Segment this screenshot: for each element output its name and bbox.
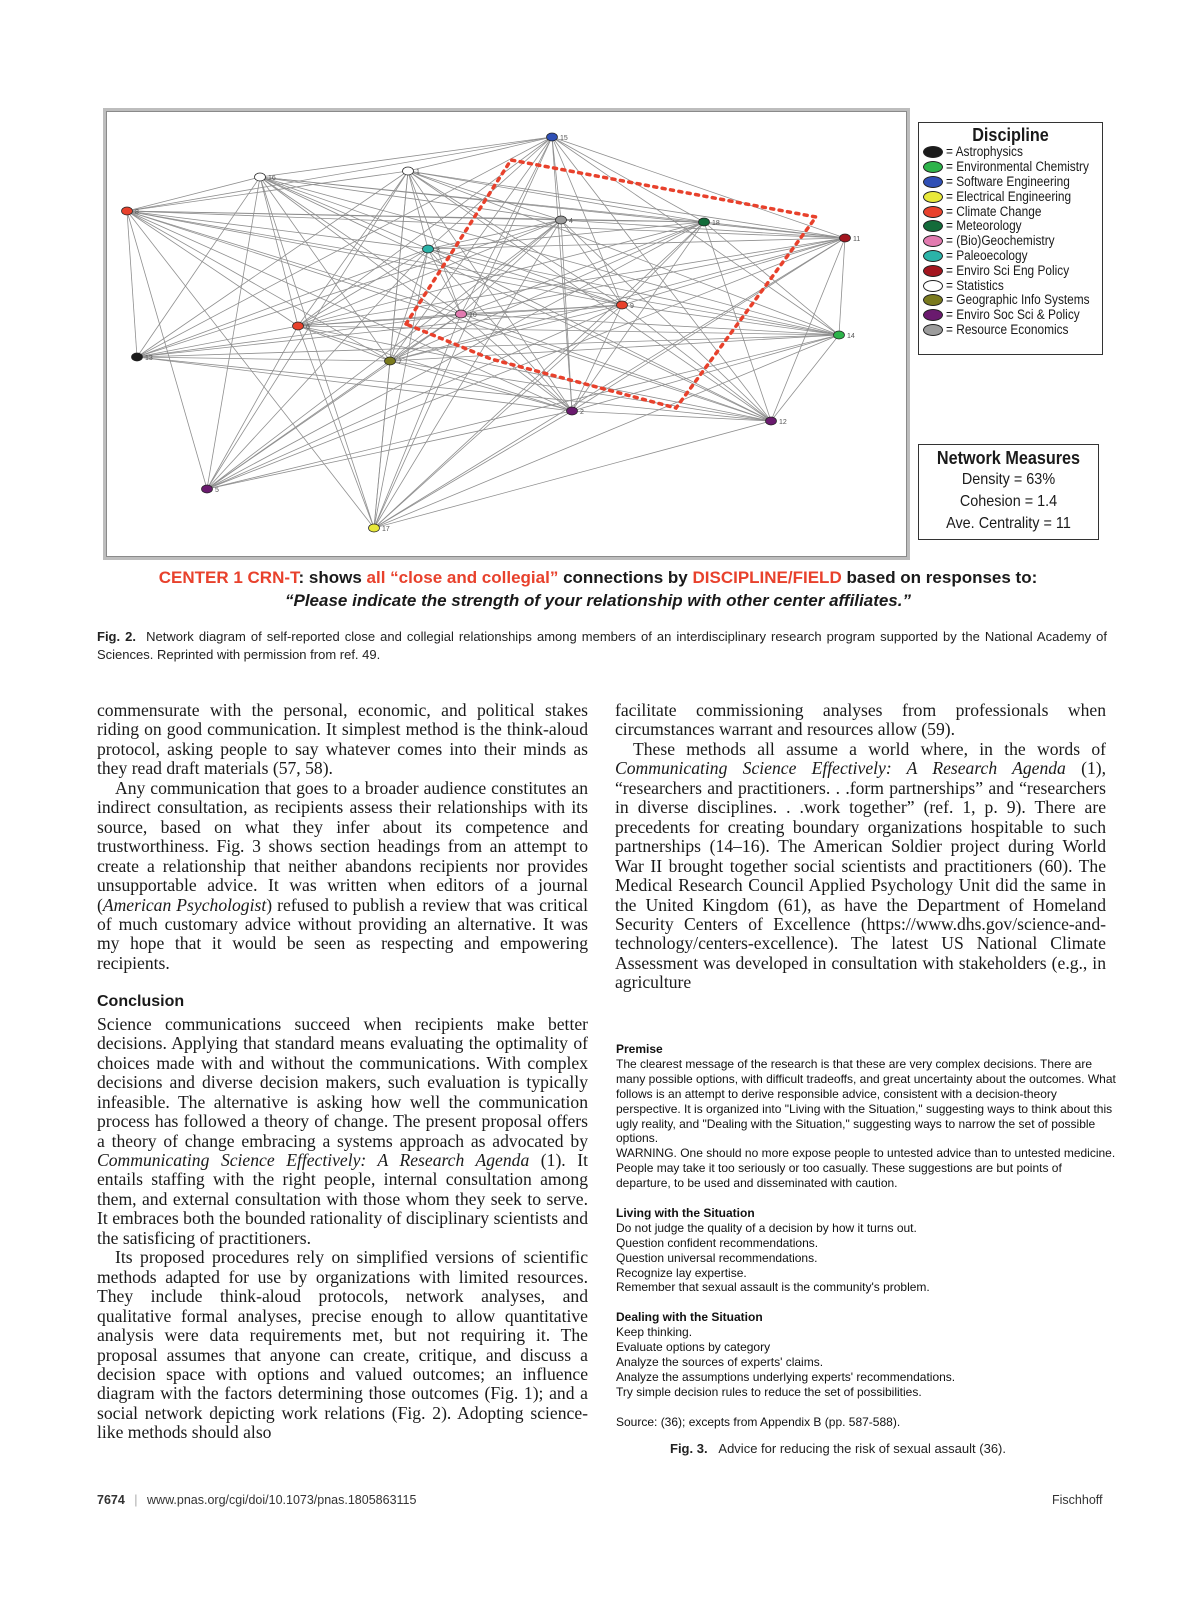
network-edge <box>561 220 771 421</box>
network-edge <box>461 220 561 314</box>
network-edge <box>298 171 408 326</box>
premise-title: Premise <box>616 1042 663 1056</box>
network-node-label: 15 <box>560 135 568 142</box>
network-edge <box>771 335 839 421</box>
network-node <box>369 524 380 532</box>
network-node <box>547 133 558 141</box>
legend-color-swatch <box>923 146 943 158</box>
advice-item: Do not judge the quality of a decision by how it turns out. <box>616 1220 917 1235</box>
section-heading: Conclusion <box>97 993 185 1011</box>
network-node-label: 4 <box>569 218 573 225</box>
legend-label: = Paleoecology <box>946 247 1028 263</box>
network-edge <box>374 361 390 528</box>
legend-item <box>919 189 1102 204</box>
legend-label: = Statistics <box>946 277 1004 293</box>
advice-item: Recognize lay expertise. <box>616 1265 747 1280</box>
figure-banner-line2: “Please indicate the strength of your relationship with other center affiliates.” <box>285 591 911 610</box>
network-edge <box>127 211 374 528</box>
figure2-label: Fig. 2. <box>97 629 136 644</box>
footer-separator: | <box>134 1493 138 1507</box>
doi-link[interactable]: www.pnas.org/cgi/doi/10.1073/pnas.1805863115 <box>147 1493 417 1507</box>
figure3-label: Fig. 3. <box>670 1441 708 1456</box>
network-node <box>122 207 133 215</box>
network-diagram <box>106 111 907 557</box>
network-edge <box>374 220 561 528</box>
legend-label: = Resource Economics <box>946 321 1069 337</box>
network-node <box>132 353 143 361</box>
legend-color-swatch <box>923 309 943 321</box>
network-edge <box>839 238 845 335</box>
network-node-label: 17 <box>382 526 390 533</box>
network-edge <box>408 171 845 238</box>
banner-text: connections by <box>558 568 693 587</box>
banner-center-name: CENTER 1 CRN-T <box>158 568 299 587</box>
network-edge <box>127 211 207 489</box>
paragraph <box>97 779 588 974</box>
network-edge <box>298 238 845 326</box>
network-edge <box>374 314 461 528</box>
right-column <box>615 701 1106 993</box>
text-run: (1), “researchers and practitioners. . .form partnerships” and “researchers in diverse disciplines. . .work together” (ref. 1, p. 9). There are precedents for creating boundary organizations hospitable to such partnerships (14–16). The American Soldier project during World War II brought together social scientists and practitioners (60). The Medical Research Council Applied Psychology Unit did the same in the United Kingdom (61), as have the Department of Homeland Security Centers of Excellence (https://www.dhs.gov/science-and-technology/centers-excellence). The latest US National Climate Assessment was developed in consultation with stakeholders (e.g., in agriculture <box>615 758 1107 993</box>
network-node <box>840 234 851 242</box>
network-edge <box>461 314 572 411</box>
text-run: ) refused to publish a review that was critical of much customary advice without providing an alternative. It was my hope that it would be seen as respecting and empowering recipients. <box>97 894 588 973</box>
network-edge <box>408 171 561 220</box>
network-node <box>255 173 266 181</box>
legend-item <box>919 234 1102 249</box>
network-node <box>202 485 213 493</box>
network-edge <box>127 211 298 326</box>
figure3-box <box>616 1042 1116 1430</box>
network-edge <box>137 357 390 361</box>
legend-item <box>919 249 1102 264</box>
network-node-label: 7 <box>398 359 402 366</box>
legend-color-swatch <box>923 220 943 232</box>
figure3-source: Source: (36); excepts from Appendix B (pp. 587-588). <box>616 1414 901 1429</box>
dealing-list <box>616 1325 1116 1400</box>
network-edge <box>428 249 622 305</box>
network-node-label: 18 <box>712 220 720 227</box>
legend-label: = Electrical Engineering <box>946 188 1072 204</box>
advice-item: Question confident recommendations. <box>616 1235 819 1250</box>
network-edge <box>127 211 839 335</box>
legend-item <box>919 145 1102 160</box>
advice-item: Analyze the sources of experts' claims. <box>616 1355 824 1369</box>
page-footer <box>97 1493 416 1507</box>
network-edge <box>298 326 374 528</box>
network-edge <box>298 249 428 326</box>
network-node-label: 2 <box>580 409 584 416</box>
cohesion-value: Cohesion = 1.4 <box>959 493 1058 510</box>
network-edge <box>428 220 561 249</box>
advice-item: Evaluate options by category <box>616 1340 771 1355</box>
network-node <box>699 218 710 226</box>
legend-color-swatch <box>923 250 943 262</box>
premise-text: The clearest message of the research is that these are very complex decisions. There are many possible options, with difficult tradeoffs, and great uncertainty about the outcomes. What follows is an attempt to derive responsible advice, consistent with a decision-theory perspective. It is organized into "Living with the Situation," suggesting ways to think about this ugly reality, and "Dealing with the Situation," suggesting ways to narrow the set of possible options. <box>616 1056 1116 1146</box>
legend-label: = Software Engineering <box>946 173 1070 189</box>
legend-label: = Astrophysics <box>946 144 1023 160</box>
living-list <box>616 1221 1116 1296</box>
advice-item: Try simple decision rules to reduce the set of possibilities. <box>616 1384 922 1399</box>
banner-text: : shows <box>298 568 367 587</box>
network-edge <box>207 249 428 489</box>
advice-item: Question universal recommendations. <box>616 1250 818 1265</box>
network-node-label: 9 <box>630 303 634 310</box>
network-node-label: 3 <box>436 247 440 254</box>
network-node <box>385 357 396 365</box>
banner-text: based on responses to: <box>841 568 1038 587</box>
legend-color-swatch <box>923 280 943 292</box>
legend-label: = Enviro Sci Eng Policy <box>946 262 1070 278</box>
network-node-label: 5 <box>215 487 219 494</box>
legend-color-swatch <box>923 206 943 218</box>
book-title: Communicating Science Effectively: A Research Agenda <box>97 1149 530 1170</box>
paragraph <box>615 740 1106 993</box>
network-edge <box>298 222 704 326</box>
network-edge <box>127 211 137 357</box>
legend-item <box>919 278 1102 293</box>
banner-highlight: all “close and collegial” <box>366 568 559 587</box>
figure3-caption <box>670 1440 1006 1458</box>
network-edge <box>374 222 704 528</box>
network-node-label: 14 <box>847 333 855 340</box>
warning-text: WARNING. One should no more expose people to untested advice than to untested medicine. People may take it too seriously or too casually. These suggestions are but points of departure, to be used and disseminated with caution. <box>616 1146 1116 1191</box>
network-node <box>403 167 414 175</box>
figure3-caption-text: Advice for reducing the risk of sexual assault (36). <box>718 1441 1006 1456</box>
figure-banner-line1 <box>98 568 1098 588</box>
text-run: Science communications succeed when recipients make better decisions. Applying that standard means evaluating the optimality of choices made with and without the communications. With complex decisions and diverse decision makers, such evaluation is typically infeasible. The alternative is asking how well the communication process has followed a theory of change. The present proposal offers a theory of change embracing a systems approach as advocated by <box>97 1013 588 1151</box>
legend-color-swatch <box>923 265 943 277</box>
network-edge <box>374 137 552 528</box>
figure2-caption <box>97 628 1107 664</box>
network-edge <box>390 361 572 411</box>
discipline-legend <box>918 122 1103 355</box>
network-node <box>766 417 777 425</box>
network-edge <box>207 314 461 489</box>
legend-item <box>919 263 1102 278</box>
network-node-label: 16 <box>268 175 276 182</box>
network-measures-box <box>918 444 1099 540</box>
network-node <box>556 216 567 224</box>
network-edge <box>298 220 561 326</box>
density-value: Density = 63% <box>961 471 1056 488</box>
network-node-label: 1 <box>416 169 420 176</box>
banner-highlight: DISCIPLINE/FIELD <box>692 568 842 587</box>
legend-label: = Geographic Info Systems <box>946 292 1090 308</box>
legend-item <box>919 219 1102 234</box>
network-edge <box>374 411 572 528</box>
book-title: Communicating Science Effectively: A Research Agenda <box>615 758 1066 779</box>
network-node-label: 8 <box>135 209 139 216</box>
network-edge <box>137 357 572 411</box>
legend-item <box>919 175 1102 190</box>
legend-item <box>919 323 1102 338</box>
network-node-label: 13 <box>145 355 153 362</box>
network-node <box>423 245 434 253</box>
network-node-label: 10 <box>469 312 477 319</box>
text-run: (1). It entails staffing with the right people, internal consultation among them, and external consultation with those whom they seek to serve. It embraces both the bounded rationality of disciplinary scientists and the satisficing of practitioners. <box>97 1149 588 1248</box>
measures-title: Network Measures <box>936 448 1081 468</box>
advice-item: Analyze the assumptions underlying experts' recommendations. <box>616 1369 956 1384</box>
left-column <box>97 701 588 1443</box>
network-node-label: 6 <box>306 324 310 331</box>
legend-label: = Climate Change <box>946 203 1042 219</box>
network-figure <box>103 108 910 560</box>
legend-color-swatch <box>923 161 943 173</box>
network-node-label: 11 <box>853 236 861 243</box>
legend-item <box>919 204 1102 219</box>
dealing-title: Dealing with the Situation <box>616 1310 763 1325</box>
network-node <box>834 331 845 339</box>
network-edge <box>428 249 771 421</box>
paragraph: Its proposed procedures rely on simplified versions of scientific methods adapted for use by organizations with limited resources. They include think-aloud protocols, network analyses, and qualitative formal analyses, precise enough to allow quantitative analysis were data requirements met, but not requiring it. The proposal assumes that anyone can create, critique, and discuss a decision space with options and valued outcomes; an influence diagram with the factors determining those outcomes (Fig. 1); and a social network depicting work relations (Fig. 2). Adopting science-like methods should also <box>97 1247 588 1443</box>
advice-item: Remember that sexual assault is the community's problem. <box>616 1280 930 1295</box>
figure2-caption-text: Network diagram of self-reported close and collegial relationships among members of an interdisciplinary research program supported by the National Academy of Sciences. Reprinted with permission from ref. 49. <box>97 629 1107 662</box>
network-node <box>567 407 578 415</box>
legend-color-swatch <box>923 176 943 188</box>
journal-title: American Psychologist <box>102 894 267 915</box>
network-edge <box>137 314 461 357</box>
legend-item <box>919 160 1102 175</box>
living-title: Living with the Situation <box>616 1205 755 1220</box>
network-edge <box>127 211 704 222</box>
paragraph: facilitate commissioning analyses from professionals when circumstances warrant and resources allow (59). <box>615 700 1106 740</box>
page-number: 7674 <box>97 1493 125 1507</box>
legend-item <box>919 293 1102 308</box>
paragraph <box>97 1015 588 1248</box>
network-edge <box>137 357 771 421</box>
network-edge <box>390 335 839 361</box>
legend-item <box>919 308 1102 323</box>
network-edge <box>374 249 428 528</box>
legend-color-swatch <box>923 235 943 247</box>
network-node-label: 12 <box>779 419 787 426</box>
network-edge <box>207 238 845 489</box>
network-edge <box>561 220 572 411</box>
legend-label: = (Bio)Geochemistry <box>946 233 1055 249</box>
legend-color-swatch <box>923 324 943 336</box>
paragraph: commensurate with the personal, economic, and political stakes riding on good communication. It simplest method is the think-aloud protocol, asking people to say whatever comes into their minds as they read draft materials (57, 58). <box>97 700 588 779</box>
text-run: Any communication that goes to a broader audience constitutes an indirect consultation, as recipients assess their relationships with its source, based on what they infer about its competence and trustworthiness. Fig. 3 shows section headings from an attempt to create a relationship that neither abandons recipients nor provides unsupportable advice. It was written when editors of a journal ( <box>97 777 588 915</box>
advice-item: Keep thinking. <box>616 1325 693 1340</box>
author-name: Fischhoff <box>1052 1493 1103 1507</box>
legend-title: Discipline <box>972 125 1049 145</box>
legend-color-swatch <box>923 191 943 203</box>
legend-label: = Meteorology <box>946 218 1022 234</box>
centrality-value: Ave. Centrality = 11 <box>946 515 1071 532</box>
legend-label: = Environmental Chemistry <box>946 159 1089 175</box>
network-node <box>293 322 304 330</box>
legend-color-swatch <box>923 294 943 306</box>
text-run: These methods all assume a world where, in the words of <box>633 738 1106 759</box>
network-node <box>456 310 467 318</box>
network-node <box>617 301 628 309</box>
legend-label: = Enviro Soc Sci & Policy <box>946 307 1080 323</box>
